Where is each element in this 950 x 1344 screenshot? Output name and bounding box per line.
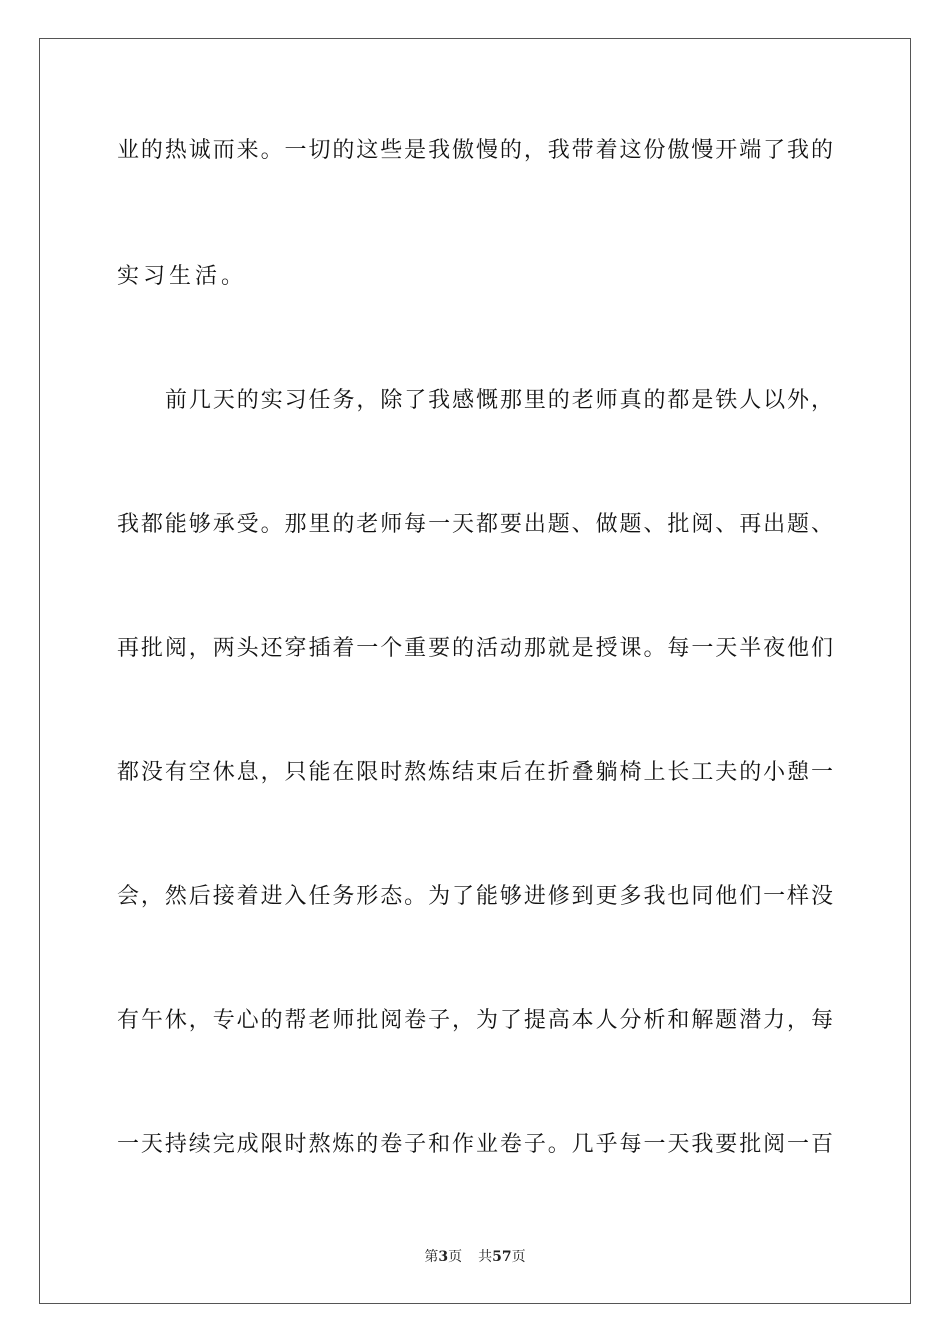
text-line-7: 会，然后接着进入任务形态。为了能够进修到更多我也同他们一样没 xyxy=(117,884,833,909)
total-pages: 57 xyxy=(492,1249,512,1265)
text-line-8: 有午休，专心的帮老师批阅卷子，为了提高本人分析和解题潜力，每 xyxy=(117,1008,833,1033)
text-line-9: 一天持续完成限时熬炼的卷子和作业卷子。几乎每一天我要批阅一百 xyxy=(117,1132,833,1157)
text-line-3: 前几天的实习任务，除了我感慨那里的老师真的都是铁人以外， xyxy=(165,388,833,413)
text-line-5: 再批阅，两头还穿插着一个重要的活动那就是授课。每一天半夜他们 xyxy=(117,636,833,661)
text-line-4: 我都能够承受。那里的老师每一天都要出题、做题、批阅、再出题、 xyxy=(117,512,833,537)
page-suffix: 页 xyxy=(448,1249,463,1265)
text-line-1: 业的热诚而来。一切的这些是我傲慢的，我带着这份傲慢开端了我的 xyxy=(117,138,833,163)
page-frame xyxy=(39,38,911,1304)
text-line-6: 都没有空休息，只能在限时熬炼结束后在折叠躺椅上长工夫的小憩一 xyxy=(117,760,833,785)
total-suffix: 页 xyxy=(511,1249,526,1265)
text-line-2: 实习生活。 xyxy=(117,264,248,289)
total-prefix: 共 xyxy=(478,1249,493,1265)
page-number: 3 xyxy=(438,1249,449,1265)
page-footer xyxy=(0,1247,950,1267)
page-prefix: 第 xyxy=(424,1249,439,1265)
